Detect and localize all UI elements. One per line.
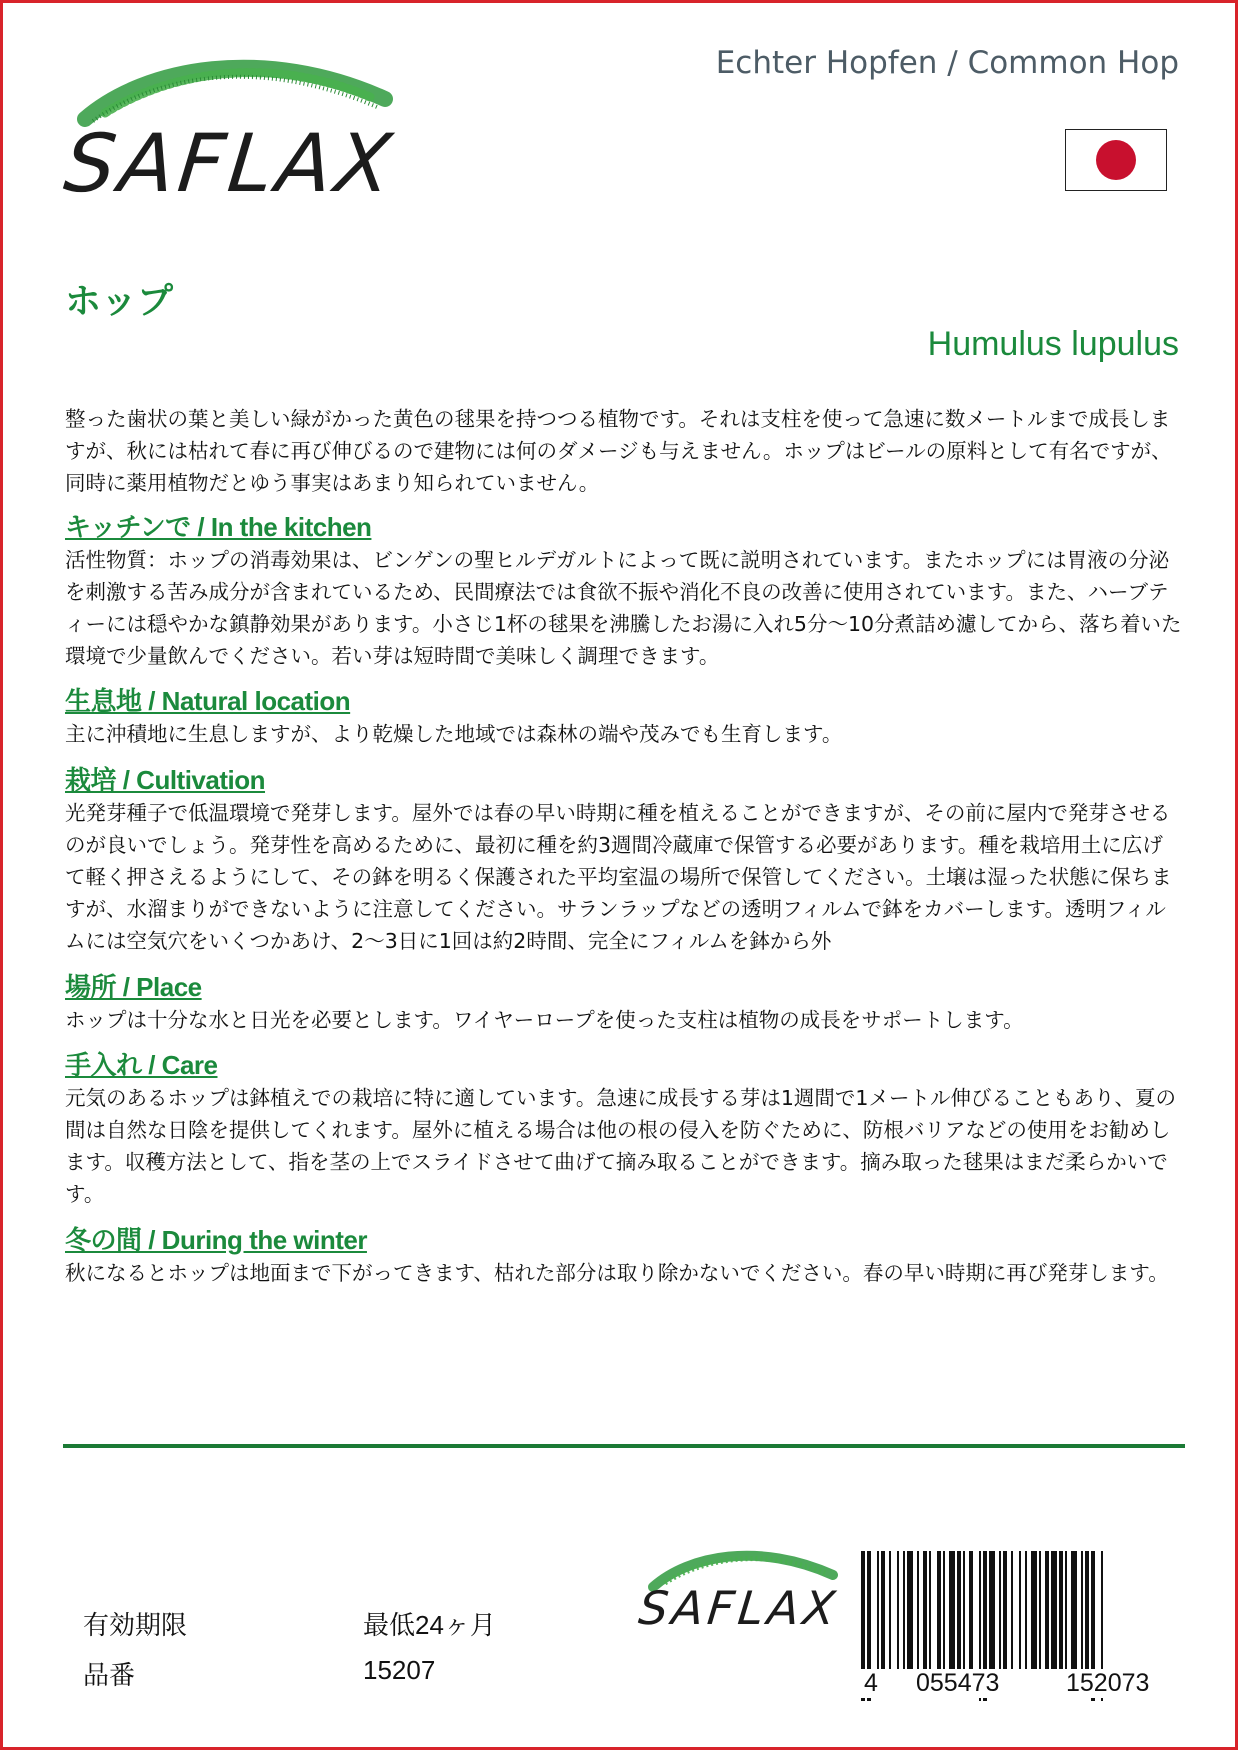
barcode-bar <box>1045 1551 1049 1669</box>
barcode-bar <box>907 1551 913 1669</box>
section-heading-cultivation: 栽培 / Cultivation <box>65 764 266 795</box>
barcode-bar <box>1019 1551 1021 1669</box>
logo-swoosh-icon <box>65 47 395 127</box>
barcode-bar <box>1031 1551 1037 1669</box>
barcode-bar <box>1003 1551 1007 1669</box>
barcode-bar <box>1071 1551 1077 1669</box>
barcode-bar <box>949 1551 955 1669</box>
logo-wordmark: SAFLAX <box>636 1581 842 1635</box>
barcode-bar <box>957 1551 961 1669</box>
section-body-winter: 秋になるとホップは地面まで下がってきます、枯れた部分は取り除かないでください。春の早い時期に再び発芽します。 <box>65 1260 1169 1285</box>
barcode-right-group: 152073 <box>1063 1669 1152 1698</box>
barcode-bar <box>1065 1551 1067 1669</box>
logo-wordmark: SAFLAX <box>60 117 400 210</box>
barcode-bar <box>999 1551 1001 1669</box>
section-heading-place: 場所 / Place <box>65 971 202 1002</box>
intro-paragraph: 整った歯状の葉と美しい緑がかった黄色の毬果を持つつる植物です。それは支柱を使って急速に数メートルまで成長しますが、秋には枯れて春に再び伸びるので建物には何のダメージも与えません。ホップはビールの原料として有名ですが、同時に薬用植物だとゆう事実はあまり知られていません。 <box>65 407 1172 496</box>
product-title-de-en: Echter Hopfen / Common Hop <box>715 45 1179 81</box>
barcode-bar <box>943 1551 945 1669</box>
barcode-bar <box>937 1551 941 1669</box>
barcode-bar <box>1039 1551 1041 1669</box>
section-body-kitchen: 活性物質：ホップの消毒効果は、ビンゲンの聖ヒルデガルトによって既に説明されています。またホップには胃液の分泌を刺激する苦み成分が含まれているため、民間療法では食欲不振や消化不良の改善に使用されています。また、ハーブティーには穏やかな鎮静効果があります。小さじ1杯の毬果を沸騰したお湯に入れ5分～10分煮詰め濾してから、落ち着いた環境で少量飲んでください。若い芽は短時間で美味しく調理できます。 <box>65 547 1182 669</box>
barcode-bar <box>1011 1551 1013 1669</box>
barcode-bar <box>917 1551 919 1669</box>
footer-divider <box>63 1444 1185 1448</box>
section-heading-care: 手入れ / Care <box>65 1049 218 1080</box>
barcode-bar <box>903 1551 905 1669</box>
section-body-natural-location: 主に沖積地に生息しますが、より乾燥した地域では森林の端や茂みでも生育します。 <box>65 722 843 747</box>
barcode-bar <box>889 1551 891 1669</box>
barcode-bar <box>877 1551 879 1669</box>
product-name-latin: Humulus lupulus <box>927 325 1179 363</box>
barcode-bar <box>989 1551 995 1669</box>
description-content <box>65 403 1183 1301</box>
section-heading-winter: 冬の間 / During the winter <box>65 1224 367 1255</box>
barcode-bar <box>1025 1551 1027 1669</box>
expiry-value: 最低24ヶ月 <box>363 1610 496 1640</box>
barcode-bar <box>1081 1551 1083 1669</box>
barcode-bar <box>881 1551 885 1669</box>
section-body-care: 元気のあるホップは鉢植えでの栽培に特に適しています。急速に成長する芽は1週間で1メートル伸びることもあり、夏の間は自然な日陰を提供してくれます。屋外に植える場合は他の根の侵入を防ぐために、防根バリアなどの使用をお勧めします。収穫方法として、指を茎の上でスライドさせて曲げて摘み取ることができます。摘み取った毬果はまだ柔らかいです。 <box>65 1085 1176 1207</box>
expiry-label: 有効期限 <box>83 1611 188 1641</box>
barcode-bar <box>923 1551 927 1669</box>
barcode-bar <box>1085 1551 1089 1669</box>
barcode-lead-digit: 4 <box>861 1669 881 1698</box>
section-heading-natural-location: 生息地 / Natural location <box>65 686 351 717</box>
barcode-bar <box>929 1551 931 1669</box>
japan-flag-icon <box>1065 129 1167 191</box>
barcode-bar <box>969 1551 973 1669</box>
barcode-bar <box>1059 1551 1063 1669</box>
item-number-label: 品番 <box>83 1661 136 1691</box>
section-body-place: ホップは十分な水と日光を必要とします。ワイヤーロープを使った支柱は植物の成長をサポートします。 <box>65 1007 1024 1032</box>
item-number-value: 15207 <box>363 1655 436 1685</box>
section-heading-kitchen: キッチンで / In the kitchen <box>65 511 372 542</box>
saflax-logo <box>60 47 405 210</box>
barcode-bar <box>963 1551 965 1669</box>
barcode-bar <box>897 1551 899 1669</box>
saflax-logo-small <box>636 1543 842 1653</box>
barcode-bar <box>1051 1551 1057 1669</box>
flag-disc <box>1096 140 1136 180</box>
barcode-left-group: 055473 <box>913 1669 1002 1698</box>
section-body-cultivation: 光発芽種子で低温環境で発芽します。屋外では春の早い時期に種を植えることができますが、その前に屋内で発芽させるのが良いでしょう。発芽性を高めるために、最初に種を約3週間冷蔵庫で保管する必要があります。種を栽培用土に広げて軽く押さえるようにして、その鉢を明るく保護された平均室温の場所で保管してください。土壌は湿った状態に保ちますが、水溜まりができないように注意してください。サランラップなどの透明フィルムで鉢をカバーします。透明フィルムには空気穴をいくつかあけ、2～3日に1回は約2時間、完全にフィルムを鉢から外 <box>65 800 1172 954</box>
product-name-jp: ホップ <box>65 281 174 322</box>
